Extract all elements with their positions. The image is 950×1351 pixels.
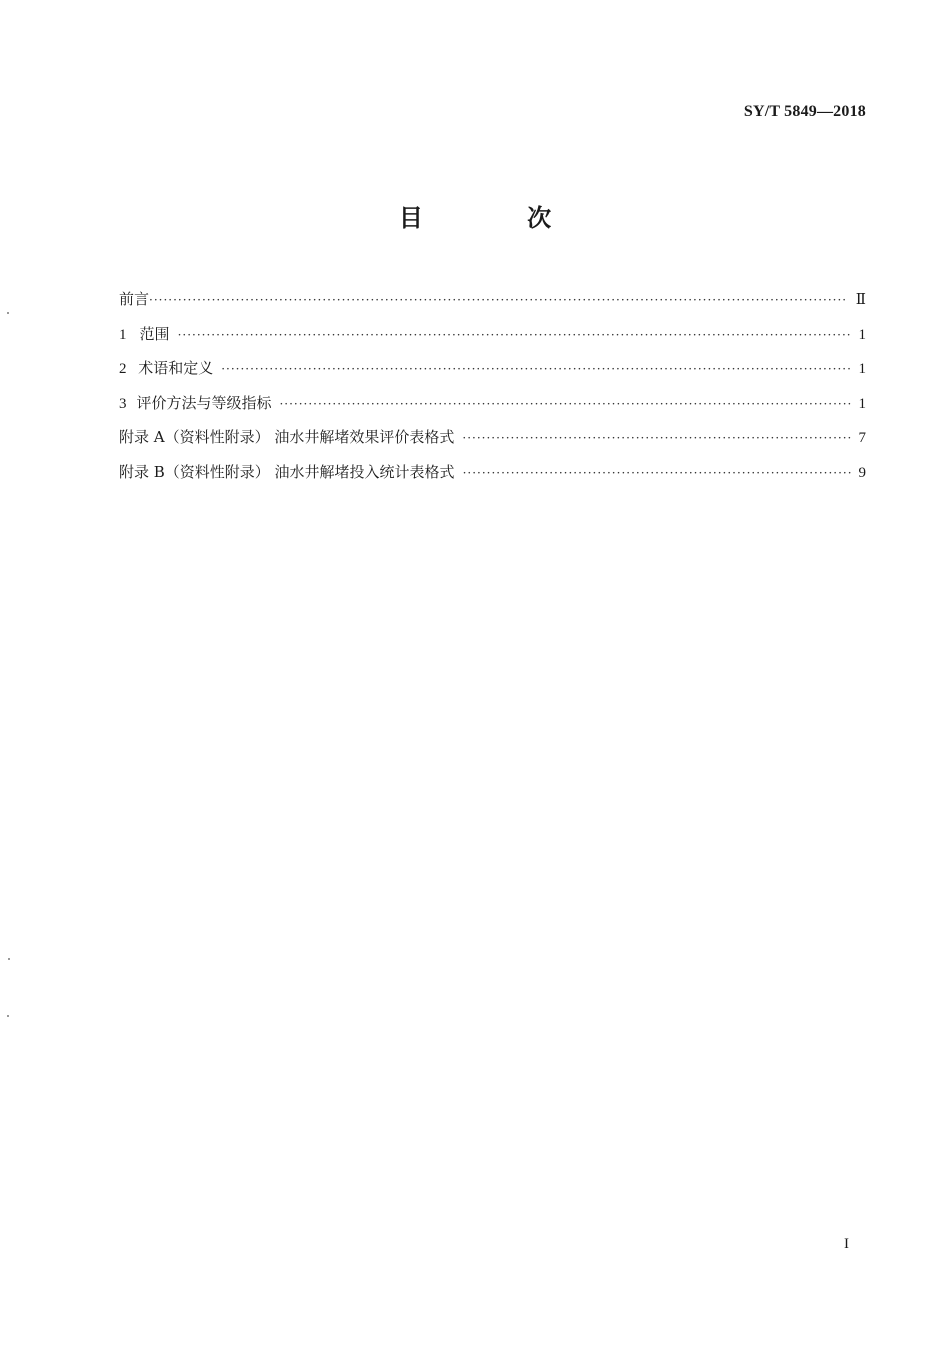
toc-leader-dots	[279, 393, 850, 415]
toc-entry-appendix-a[interactable]	[119, 426, 866, 461]
toc-entry-number: 2	[119, 361, 127, 377]
toc-entry-foreword[interactable]	[119, 288, 866, 323]
toc-entry-evaluation[interactable]	[119, 392, 866, 427]
toc-entry-number: 3	[119, 395, 127, 412]
toc-entry-page: Ⅱ	[855, 292, 866, 308]
toc-entry-text: 附录 B（资料性附录） 油水井解堵投入统计表格式	[119, 462, 455, 481]
toc-entry-page: 1	[858, 361, 866, 377]
toc-entry-page: 1	[858, 395, 866, 412]
toc-leader-dots	[221, 358, 850, 380]
toc-leader-dots	[462, 427, 850, 449]
toc-entry-text: 前言	[119, 290, 150, 308]
toc-entry-scope[interactable]	[119, 323, 866, 358]
standard-code: SY/T 5849—2018	[743, 103, 866, 120]
scan-speck	[8, 958, 10, 960]
toc-entry-text: 附录 A（资料性附录） 油水井解堵效果评价表格式	[119, 428, 455, 446]
scan-speck	[7, 1015, 9, 1017]
scan-speck	[7, 312, 9, 314]
toc-entry-text: 术语和定义	[138, 359, 214, 377]
toc-entry-text: 范围	[139, 324, 170, 343]
toc-leader-dots	[149, 289, 848, 311]
toc-entry-page: 7	[858, 430, 866, 446]
page-number: I	[844, 1236, 849, 1252]
toc-title: 目 次	[398, 204, 600, 232]
toc-entry-page: 1	[858, 326, 866, 343]
toc-leader-dots	[463, 462, 851, 484]
toc-entry-number: 1	[119, 326, 127, 343]
toc-entry-text: 评价方法与等级指标	[136, 393, 272, 412]
toc-leader-dots	[178, 324, 851, 346]
toc-entry-page: 9	[858, 464, 866, 481]
toc-entry-terms[interactable]	[119, 357, 866, 392]
toc-entry-appendix-b[interactable]	[119, 461, 866, 496]
toc-list	[119, 288, 866, 495]
